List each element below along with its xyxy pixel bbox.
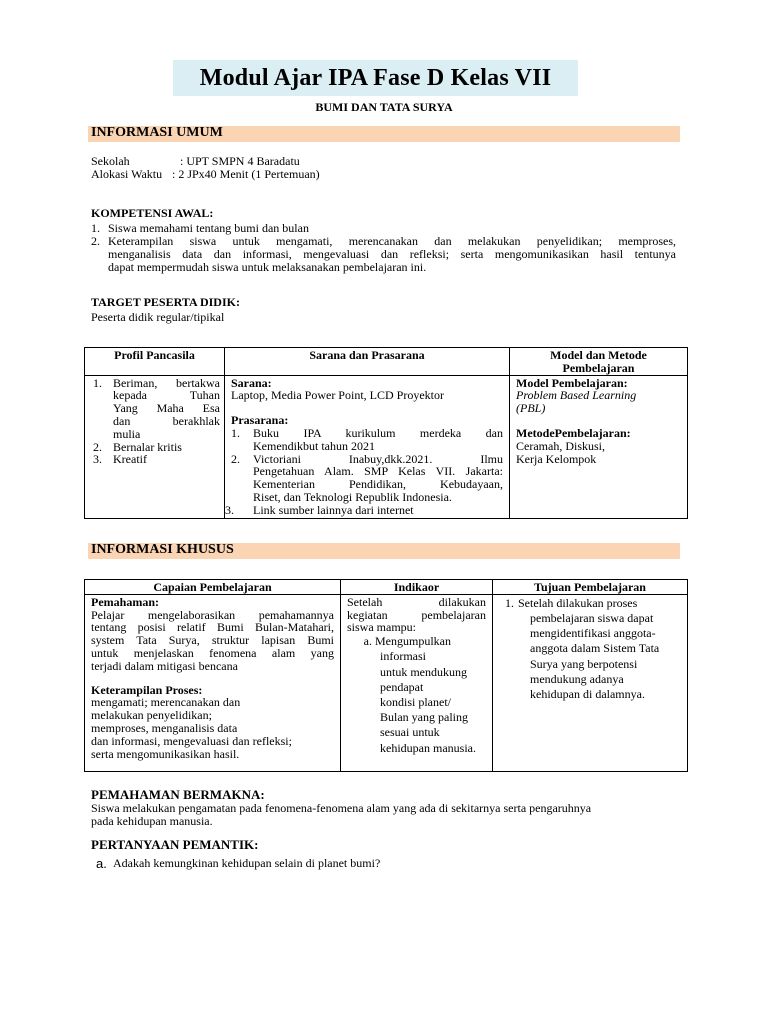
profil-item-2: 2. Bernalar kritis <box>93 439 182 454</box>
section-band-informasi-khusus <box>88 543 680 559</box>
alokasi-label: Alokasi Waktu <box>91 167 163 181</box>
keterampilan-line: mengamati; merencanakan dan <box>91 695 241 710</box>
profil-item-1-line: Yang Maha Esa <box>113 401 220 416</box>
pemahaman-label: Pemahaman: <box>91 594 159 609</box>
profil-item-1-line: Beriman, bertakwa <box>113 375 220 390</box>
keterampilan-line: melakukan penyelidikan; <box>91 708 212 723</box>
profil-item-1-line: dan berakhlak <box>113 413 220 428</box>
document-title: Modul Ajar IPA Fase D Kelas VII <box>199 64 552 91</box>
model-cell <box>510 375 688 518</box>
pertanyaan-heading: PERTANYAAN PEMANTIK: <box>91 837 259 852</box>
metode-text-2: Kerja Kelompok <box>516 451 597 466</box>
prasarana-item-1: 1. Buku IPA kurikulum merdeka dan Kemendikbut tahun 2021 <box>231 425 503 453</box>
table2-header-indikator: Indikaor <box>341 580 493 595</box>
sekolah-value: : UPT SMPN 4 Baradatu <box>180 154 300 168</box>
indikator-intro-line: Setelah dilakukan <box>347 594 486 609</box>
pemahaman-line: untuk menjelaskan fenomena alam yang <box>91 645 334 660</box>
model-text: Problem Based Learning <box>516 388 637 403</box>
table2-header-capaian: Capaian Pembelajaran <box>85 580 341 595</box>
kompetensi-item-2-line2: menganalisis data dan informasi, mengevaluasi dan refleksi; serta mengomunikasikan hasil tentunya <box>108 247 676 261</box>
title-box <box>173 60 578 96</box>
profil-item-1-line: mulia <box>113 426 141 441</box>
target-text: Peserta didik regular/tipikal <box>91 310 225 324</box>
table1-header-profil: Profil Pancasila <box>85 348 225 376</box>
document-subtitle: BUMI DAN TATA SURYA <box>315 100 453 114</box>
tujuan-item-1: 1. Setelah dilakukan proses pembelajaran siswa dapat mengidentifikasi anggota- anggota dalam Sistem Tata Surya yang berpotensi mendukung adanya kehidupan di dalamnya. <box>505 595 660 702</box>
kompetensi-item-2-num: 2. <box>91 234 100 248</box>
section-band-informasi-umum <box>88 126 680 142</box>
metode-text: Ceramah, Diskusi, <box>516 438 605 453</box>
sarana-label: Sarana: <box>231 375 272 390</box>
keterampilan-line: memproses, menganalisis data <box>91 720 238 735</box>
profil-item-3: 3. Kreatif <box>93 452 147 467</box>
profil-item-1-line: kepada Tuhan <box>113 388 220 403</box>
tujuan-cell <box>493 594 688 771</box>
capaian-table <box>84 579 688 772</box>
kompetensi-item-1: Siswa memahami tentang bumi dan bulan <box>108 221 309 235</box>
prasarana-item-3: 3. Link sumber lainnya dari internet <box>225 502 414 517</box>
sarana-cell <box>225 375 510 518</box>
kompetensi-item-2-line1: Keterampilan siswa untuk mengamati, merencanakan dan melakukan penyelidikan; memproses, <box>108 234 676 248</box>
pertanyaan-item-text: Adakah kemungkinan kehidupan selain di planet bumi? <box>113 856 381 870</box>
section-heading-informasi-khusus: INFORMASI KHUSUS <box>91 542 234 557</box>
capaian-cell <box>85 594 341 771</box>
metode-label: MetodePembelajaran: <box>516 425 631 440</box>
alokasi-value: : 2 JPx40 Menit (1 Pertemuan) <box>172 167 320 181</box>
pemahaman-line: terjadi dalam mitigasi bencana <box>91 658 238 673</box>
target-heading: TARGET PESERTA DIDIK: <box>91 295 240 309</box>
profil-cell <box>85 375 225 518</box>
keterampilan-line: serta mengomunikasikan hasil. <box>91 746 240 761</box>
kompetensi-item-2-line3: dapat mempermudah siswa untuk melaksanakan pembelajaran ini. <box>108 260 427 274</box>
sekolah-label: Sekolah <box>91 154 130 168</box>
pemahaman-line: Pelajar mengelaborasikan pemahamannya <box>91 607 334 622</box>
profil-item-1: 1. Beriman, bertakwa kepada Tuhan Yang Maha Esa dan berakhlak mulia <box>93 375 220 441</box>
pemahaman-bermakna-line2: pada kehidupan manusia. <box>91 814 213 828</box>
kompetensi-heading: KOMPETENSI AWAL: <box>91 206 214 220</box>
pemahaman-bermakna-line1: Siswa melakukan pengamatan pada fenomena-fenomena alam yang ada di sekitarnya serta pengaruhnya <box>91 801 592 815</box>
table1-header-model: Model dan Metode Pembelajaran <box>510 348 688 376</box>
section-heading-informasi-umum: INFORMASI UMUM <box>91 125 223 140</box>
keterampilan-label: Keterampilan Proses: <box>91 682 203 697</box>
keterampilan-line: dan informasi, mengevaluasi dan refleksi; <box>91 733 292 748</box>
table2-header-tujuan: Tujuan Pembelajaran <box>493 580 688 595</box>
indikator-item-a: a. Mengumpulkan informasi untuk mendukung pendapat kondisi planet/ Bulan yang paling sesuai untuk kehidupan manusia. <box>363 634 476 755</box>
indikator-intro-line: kegiatan pembelajaran <box>347 607 486 622</box>
pertanyaan-item-num: a. <box>96 856 107 871</box>
sarana-text: Laptop, Media Power Point, LCD Proyektor <box>231 388 444 403</box>
pemahaman-line: system Tata Surya, struktur lapisan Bumi <box>91 633 334 648</box>
table1-header-sarana: Sarana dan Prasarana <box>225 348 510 376</box>
pemahaman-line: tentang posisi relatif Bumi Bulan-Matahari, <box>91 620 334 635</box>
pemahaman-bermakna-heading: PEMAHAMAN BERMAKNA: <box>91 787 265 802</box>
model-text-abbrev: (PBL) <box>516 401 546 416</box>
indikator-intro-line: siswa mampu: <box>347 620 416 635</box>
prasarana-label: Prasarana: <box>231 413 289 428</box>
model-label: Model Pembelajaran: <box>516 375 628 390</box>
profil-sarana-table <box>84 347 688 519</box>
indikator-cell <box>341 594 493 771</box>
kompetensi-item-1-num: 1. <box>91 221 100 235</box>
prasarana-item-2: 2. Victoriani Inabuy,dkk.2021. Ilmu Pengetahuan Alam. SMP Kelas VII. Jakarta: Kementerian Pendidikan, Kebudayaan, Riset, dan Teknologi Republik Indonesia. <box>231 451 503 504</box>
